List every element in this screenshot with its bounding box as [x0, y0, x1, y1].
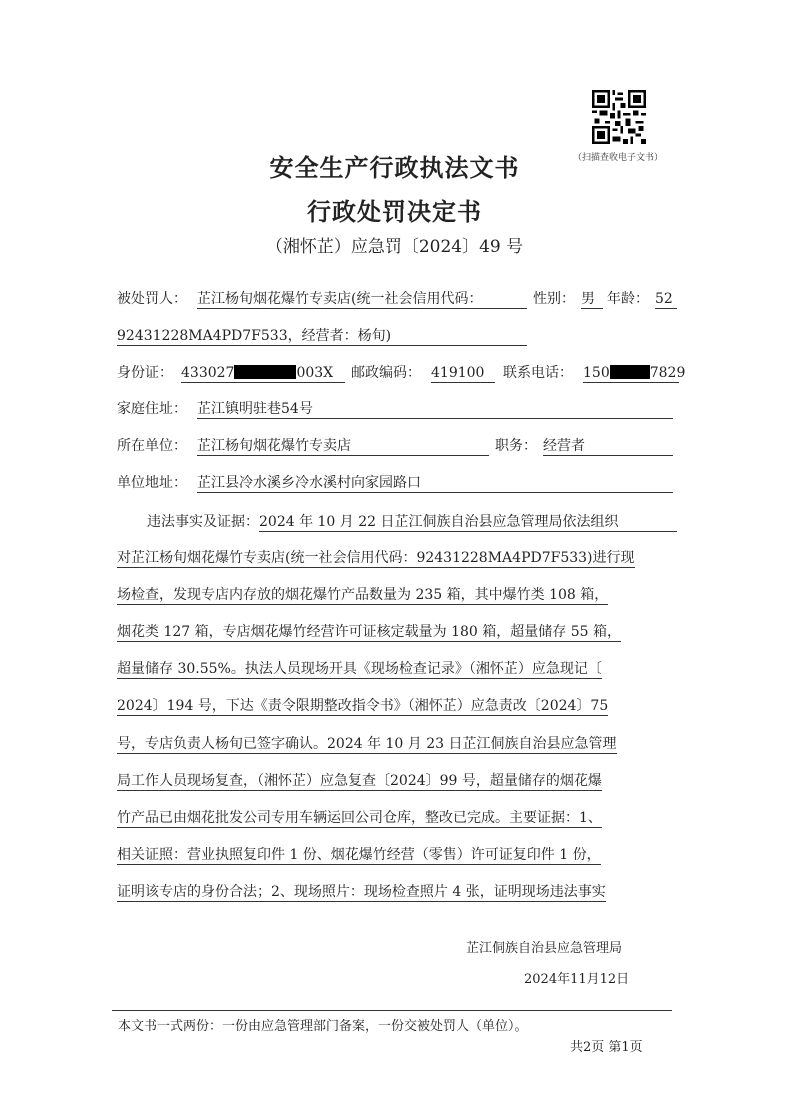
facts-line: 证明该专店的身份合法；2、现场照片：现场检查照片 4 张，证明现场违法事实: [117, 884, 606, 900]
party-name-label: 被处罚人：: [117, 291, 187, 307]
facts-line: 2024〕194 号，下达《责令限期整改指令书》（湘怀芷）应急责改〔2024〕75: [117, 698, 609, 714]
unit-address-value: 芷江县冷水溪乡冷水溪村向家园路口: [197, 473, 673, 493]
gender-label: 性别：: [533, 291, 575, 307]
home-address-value: 芷江镇明驻巷54号: [197, 399, 673, 419]
facts-line: 烟花类 127 箱，专店烟花爆竹经营许可证核定载量为 180 箱，超量储存 55 箱，: [117, 624, 621, 640]
qr-code-icon: [592, 90, 646, 144]
id-row: [117, 363, 686, 383]
party-name-continuation: 92431228MA4PD7F533，经营者：杨旬): [117, 326, 527, 346]
unit-label: 所在单位：: [117, 438, 187, 454]
facts-first-line: 2024 年 10 月 22 日芷江侗族自治县应急管理局依法组织: [259, 512, 677, 532]
facts-line: 相关证照：营业执照复印件 1 份、烟花爆竹经营（零售）许可证复印件 1 份，: [117, 847, 601, 863]
phone-redaction: [610, 365, 650, 379]
document-number: （湘怀芷）应急罚〔2024〕49 号: [265, 237, 524, 257]
footer-divider: [112, 1010, 672, 1011]
document-subtitle: 行政处罚决定书: [307, 197, 482, 226]
facts-line: 竹产品已由烟花批发公司专用车辆运回公司仓库，整改已完成。主要证据：1、: [117, 810, 602, 826]
facts-line: 号，专店负责人杨旬已签字确认。2024 年 10 月 23 日芷江侗族自治县应急管理: [117, 736, 617, 752]
issuing-authority: 芷江侗族自治县应急管理局: [466, 941, 623, 956]
home-address-label: 家庭住址：: [117, 401, 187, 417]
postcode-value: 419100: [431, 363, 495, 383]
page-indicator: 共2页 第1页: [570, 1040, 643, 1055]
facts-line: 超量储存 30.55%。执法人员现场开具《现场检查记录》（湘怀芷）应急现记〔: [117, 661, 602, 677]
position-value: 经营者: [543, 436, 673, 456]
unit-value: 芷江杨旬烟花爆竹专卖店: [197, 436, 489, 456]
postcode-label: 邮政编码：: [351, 365, 421, 381]
facts-first-row: [117, 512, 677, 532]
phone-value: 150 7829: [583, 365, 686, 381]
id-redaction: [234, 365, 296, 379]
document-title: 安全生产行政执法文书: [269, 153, 520, 182]
issue-date: 2024年11月12日: [524, 972, 630, 987]
age-value: 52: [655, 289, 677, 309]
party-name-row: [117, 289, 677, 309]
unit-row: [117, 436, 677, 456]
unit-address-label: 单位地址：: [117, 475, 187, 491]
facts-line: 场检查，发现专店内存放的烟花爆竹产品数量为 235 箱，其中爆竹类 108 箱，: [117, 587, 609, 603]
facts-label: 违法事实及证据：: [147, 514, 259, 530]
party-name-value: 芷江杨旬烟花爆竹专卖店(统一社会信用代码：: [197, 289, 527, 309]
unit-address-row: [117, 473, 677, 493]
age-label: 年龄：: [607, 291, 649, 307]
position-label: 职务：: [495, 438, 537, 454]
qr-caption: （扫描查收电子文书）: [572, 153, 663, 163]
id-label: 身份证：: [117, 365, 173, 381]
gender-value: 男: [581, 289, 603, 309]
home-address-row: [117, 399, 677, 419]
phone-label: 联系电话：: [503, 365, 573, 381]
party-name-continuation-row: [117, 326, 537, 346]
footer-note: 本文书一式两份：一份由应急管理部门备案，一份交被处罚人（单位）。: [118, 1019, 528, 1034]
facts-line: 对芷江杨旬烟花爆竹专卖店(统一社会信用代码：92431228MA4PD7F533)进行现: [117, 550, 635, 566]
id-value: 433027 003X: [181, 363, 345, 383]
facts-line: 局工作人员现场复查，（湘怀芷）应急复查〔2024〕99 号，超量储存的烟花爆: [117, 773, 602, 789]
